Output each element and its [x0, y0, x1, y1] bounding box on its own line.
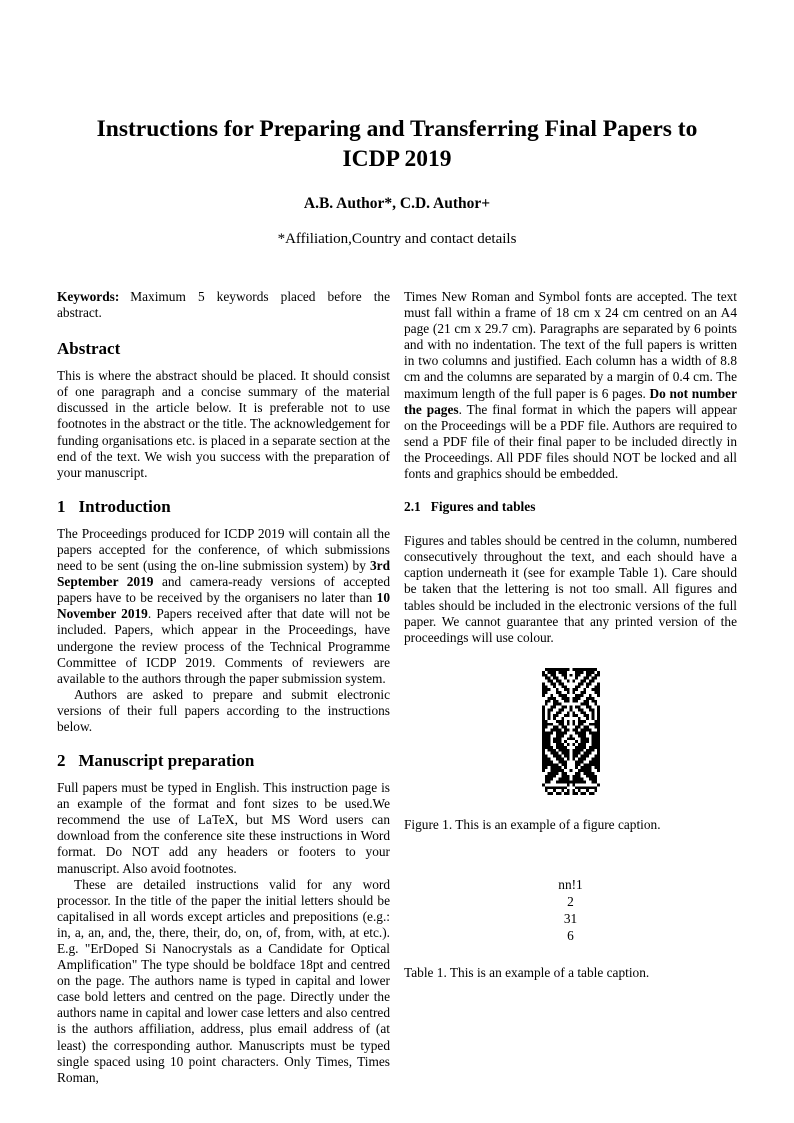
section-1-paragraph-1: The Proceedings produced for ICDP 2019 will contain all the papers accepted for the conference, of which submissions need to be sent (using the on-line submission system) by 3rd September 2019 and camera-ready versions of accepted papers have to be received by the organisers no later than 10 November 2019. Papers received after that date will not be included. Papers, which appear in the Proceedings, have undergone the review process of the Technical Programme Committee of ICDP 2019. Comments of reviewers are available to the authors through the paper submission system. [57, 525, 390, 686]
figure-1 [404, 668, 737, 799]
section-1-number: 1 [57, 496, 66, 516]
section-2-1-title: Figures and tables [430, 499, 536, 515]
section-2-heading [57, 751, 390, 771]
section-1-heading [57, 497, 390, 517]
section-1-paragraph-2: Authors are asked to prepare and submit electronic versions of their full papers according to the instructions below. [57, 686, 390, 734]
paper-title [0, 114, 794, 174]
section-2-paragraph-2: These are detailed instructions valid for any word processor. In the title of the paper the initial letters should be capitalised in all words except articles and prepositions (e.g.: in, a, an, and, the, there, their, do, on, of, from, with, at etc.). E.g. "ErDoped Si Nanocrystals as a Candidate for Optical Amplification" The type should be boldface 18pt and centred on the page. The authors name is typed in capital and lower case bold letters and centred on the page. Directly under the authors name in capital and lower case letters and also centred is the authors affiliation, address, plus email address of (at least) the corresponding author. Manuscripts must be typed single spaced using 10 point characters. Only Times, Times Roman, [57, 876, 390, 1085]
figure-image [542, 668, 600, 795]
table-row: 2 [567, 893, 574, 909]
keywords-text: Maximum 5 keywords placed before the abstract. [57, 289, 390, 321]
paper-header [0, 114, 794, 249]
table-row: nn!1 [558, 876, 583, 892]
abstract-heading: Abstract [57, 339, 121, 359]
table-caption: Table 1. This is an example of a table caption. [404, 964, 650, 980]
section-2-paragraph-continued: Times New Roman and Symbol fonts are accepted. The text must fall within a frame of 18 cm x 24 cm centred on an A4 page (21 cm x 29.7 cm). Paragraphs are separated by 6 points and with no indentation. The text of the full papers is written in two columns and justified. Each column has a width of 8.8 cm and the columns are separated by a margin of 0.4 cm. The maximum length of the full paper is 6 pages. Do not number the pages. The final format in which the papers will appear on the Proceedings will be a PDF file. Authors are required to send a PDF file of their final paper to be included directly in the Proceedings. All PDF files should NOT be locked and all fonts and graphics should be embedded. [404, 289, 737, 482]
section-1-title: Introduction [78, 496, 171, 516]
affiliation: *Affiliation,Country and contact details [277, 231, 517, 247]
table-1 [404, 876, 737, 944]
authors: A.B. Author*, C.D. Author+ [303, 195, 491, 212]
keywords-line [57, 289, 390, 321]
section-2-paragraph-1: Full papers must be typed in English. This instruction page is an example of the format and font sizes to be used.We recommend the use of LaTeX, but MS Word users can download from the conference site these instructions in Word format. Do NOT add any headers or footers to your manuscript. Also avoid footnotes. [57, 780, 390, 876]
section-2-title: Manuscript preparation [78, 751, 255, 771]
keywords-label: Keywords: [57, 289, 120, 304]
paper-title-line-2: ICDP 2019 [342, 146, 452, 172]
figure-caption: Figure 1. This is an example of a figure caption. [404, 816, 661, 832]
abstract-text: This is where the abstract should be placed. It should consist of one paragraph and a concise summary of the material discussed in the article below. It is preferable not to use footnotes in the abstract or the title. The acknowledgement for funding organisations etc. is placed in a separate section at the end of the text. We wish you success with the preparation of your manuscript. [57, 368, 390, 480]
right-column [404, 289, 737, 981]
section-2-1-paragraph-1: Figures and tables should be centred in the column, numbered consecutively throughout the text, and each should have a caption underneath it (see for example Table 1). Care should be taken that the lettering is not too small. All figures and tables should be included in the electronic versions of the full paper. We cannot guarantee that any printed version of the proceedings will use colour. [404, 533, 737, 645]
table-row: 31 [563, 910, 578, 926]
paper-title-line-1: Instructions for Preparing and Transferring Final Papers to [96, 116, 698, 142]
section-2-number: 2 [57, 751, 66, 771]
section-2-1-heading [404, 499, 737, 515]
table-row: 6 [567, 927, 574, 943]
left-column [57, 289, 390, 1086]
section-2-1-number: 2.1 [404, 499, 421, 515]
